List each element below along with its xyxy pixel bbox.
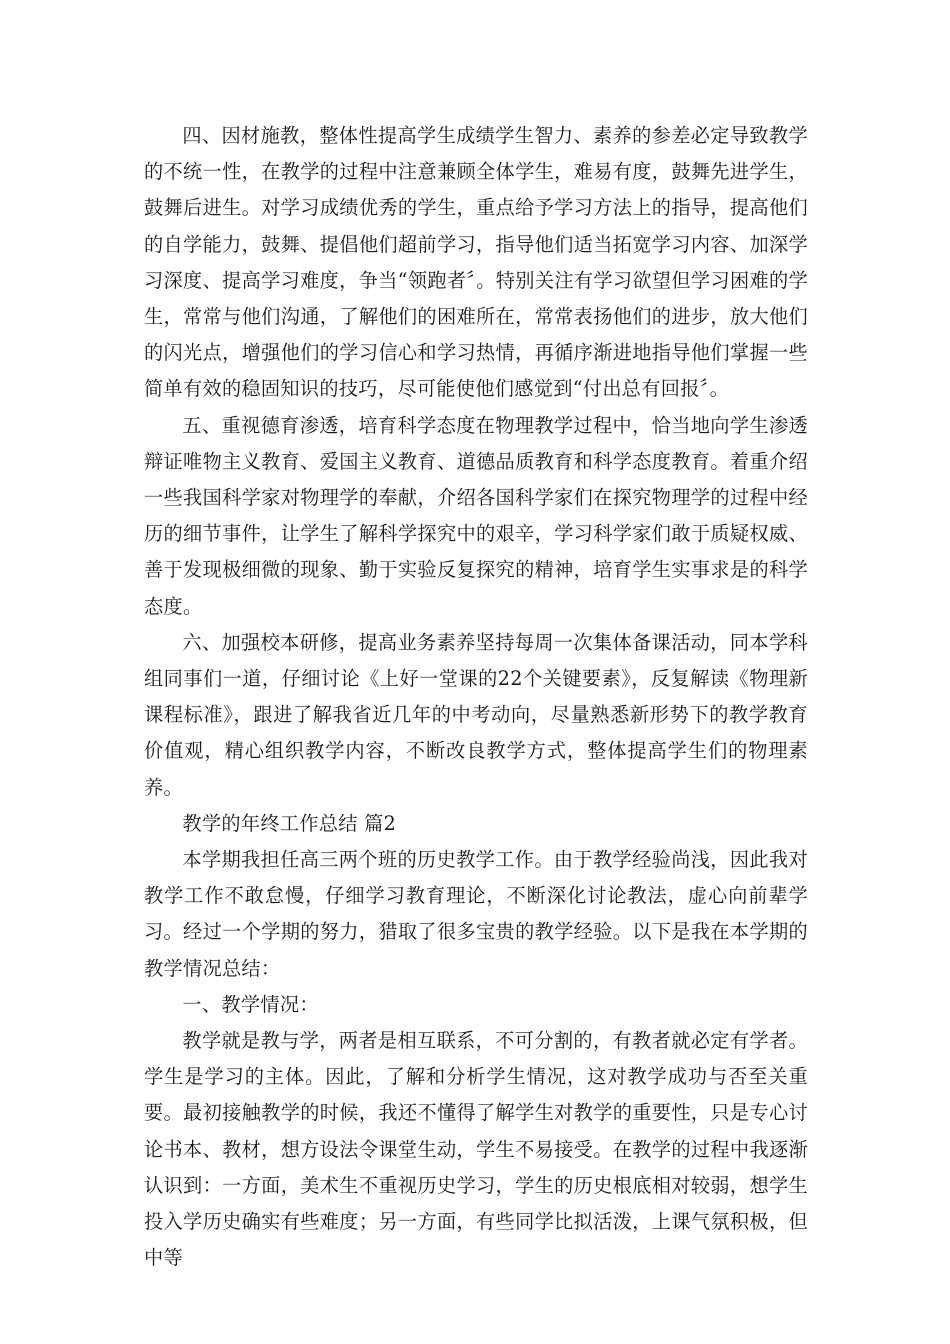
paragraph-section-four: 四、因材施教，整体性提高学生成绩学生智力、素养的参差必定导致教学的不统一性，在教学的过程中注意兼顾全体学生，难易有度，鼓舞先进学生，鼓舞后进生。对学习成绩优秀的学生，重点给予学习方法上的指导，提高他们的自学能力，鼓舞、提倡他们超前学习，指导他们适当拓宽学习内容、加深学习深度、提高学习难度，争当“领跑者〞。特别关注有学习欲望但学习困难的学生，常常与他们沟通，了解他们的困难所在，常常表扬他们的进步，放大他们的闪光点，增强他们的学习信心和学习热情，再循序渐进地指导他们掌握一些简单有效的稳固知识的技巧，尽可能使他们感觉到“付出总有回报〞。 [144,124,808,401]
paragraph-section-five: 五、重视德育渗透，培育科学态度在物理教学过程中，恰当地向学生渗透辩证唯物主义教育、爱国主义教育、道德品质教育和科学态度教育。着重介绍一些我国科学家对物理学的奉献，介绍各国科学家们在探究物理学的过程中经历的细节事件，让学生了解科学探究中的艰辛，学习科学家们敢于质疑权威、善于发现极细微的现象、勤于实验反复探究的精神，培育学生实事求是的科学态度。 [144,413,808,618]
paragraph-intro: 本学期我担任高三两个班的历史教学工作。由于教学经验尚浅，因此我对教学工作不敢怠慢，仔细学习教育理论，不断深化讨论教法，虚心向前辈学习。经过一个学期的努力，猎取了很多宝贵的教学经验。以下是我在本学期的教学情况总结： [144,848,808,980]
document-body [144,118,808,1277]
article-heading: 教学的年终工作总结 篇2 [182,811,397,835]
paragraph-section-six: 六、加强校本研修，提高业务素养坚持每周一次集体备课活动，同本学科组同事们一道，仔细讨论《上好一堂课的22个关键要素》，反复解读《物理新课程标准》，跟进了解我省近几年的中考动向，尽量熟悉新形势下的教学教育价值观，精心组织教学内容，不断改良教学方式，整体提高学生们的物理素养。 [144,630,808,799]
section-heading-teaching: 一、教学情况： [182,992,319,1016]
paragraph-teaching: 教学就是教与学，两者是相互联系，不可分割的，有教者就必定有学者。学生是学习的主体。因此，了解和分析学生情况，这对教学成功与否至关重要。最初接触教学的时候，我还不懂得了解学生对教学的重要性，只是专心讨论书本、教材，想方设法令课堂生动，学生不易接受。在教学的过程中我逐渐认识到：一方面，美术生不重视历史学习，学生的历史根底相对较弱，想学生投入学历史确实有些难度；另一方面，有些同学比拟活泼，上课气氛积极，但中等 [144,1029,808,1270]
